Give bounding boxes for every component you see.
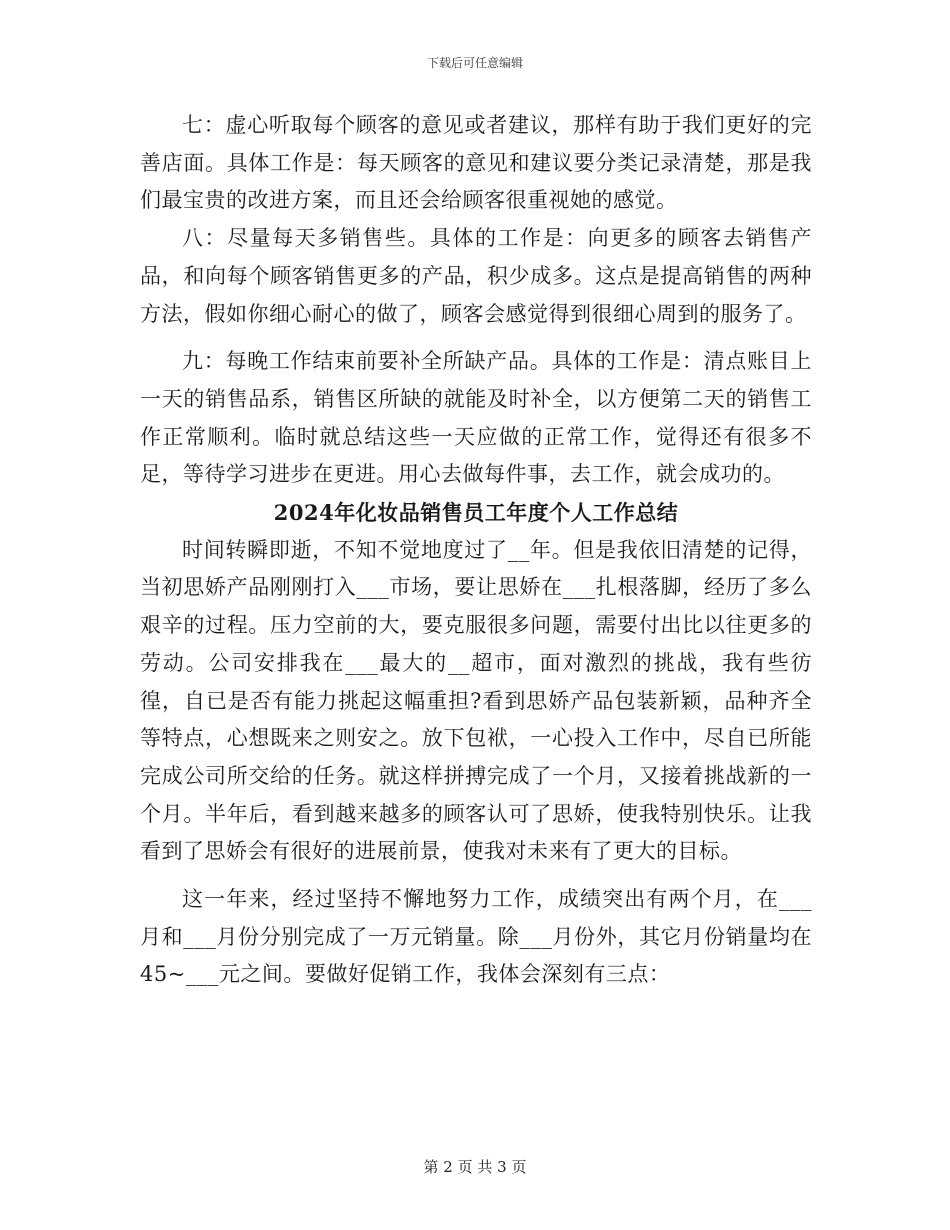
document-title: 2024年化妆品销售员工年度个人工作总结 bbox=[273, 500, 679, 526]
paragraph-intro: 时间转瞬即逝，不知不觉地度过了__年。但是我依旧清楚的记得，当初思娇产品刚刚打入___市场，要让思娇在___扎根落脚，经历了多么艰辛的过程。压力空前的大，要克服很多问题，需要付出比以往更多的劳动。公司安排我在___最大的__超市，面对激烈的挑战，我有些彷徨，自已是否有能力挑起这幅重担?看到思娇产品包装新颖，品种齐全等特点，心想既来之则安之。放下包袱，一心投入工作中，尽自已所能完成公司所交给的任务。就这样拼搏完成了一个月，又接着挑战新的一个月。半年后，看到越来越多的顾客认可了思娇，使我特别快乐。让我看到了思娇会有很好的进展前景，使我对未来有了更大的目标。 bbox=[140, 537, 812, 864]
page-footer: 第 2 页 共 3 页 bbox=[423, 1158, 527, 1176]
paragraph-year-summary: 这一年来，经过坚持不懈地努力工作，成绩突出有两个月，在___月和___月份分别完成了一万元销量。除___月份外，其它月份销量均在45~___元之间。要做好促销工作，我体会深刻有三点： bbox=[140, 887, 812, 987]
document-body bbox=[140, 107, 812, 994]
paragraph-seven: 七：虚心听取每个顾客的意见或者建议，那样有助于我们更好的完善店面。具体工作是：每天顾客的意见和建议要分类记录清楚，那是我们最宝贵的改进方案，而且还会给顾客很重视她的感觉。 bbox=[140, 113, 812, 213]
paragraph-eight: 八：尽量每天多销售些。具体的工作是：向更多的顾客去销售产品，和向每个顾客销售更多的产品，积少成多。这点是提高销售的两种方法，假如你细心耐心的做了，顾客会感觉得到很细心周到的服务了。 bbox=[140, 226, 812, 326]
page-header: 下载后可任意编辑 bbox=[426, 56, 523, 70]
paragraph-nine: 九：每晚工作结束前要补全所缺产品。具体的工作是：清点账目上一天的销售品系，销售区所缺的就能及时补全，以方便第二天的销售工作正常顺利。临时就总结这些一天应做的正常工作，觉得还有很多不足，等待学习进步在更进。用心去做每件事，去工作，就会成功的。 bbox=[140, 349, 812, 487]
